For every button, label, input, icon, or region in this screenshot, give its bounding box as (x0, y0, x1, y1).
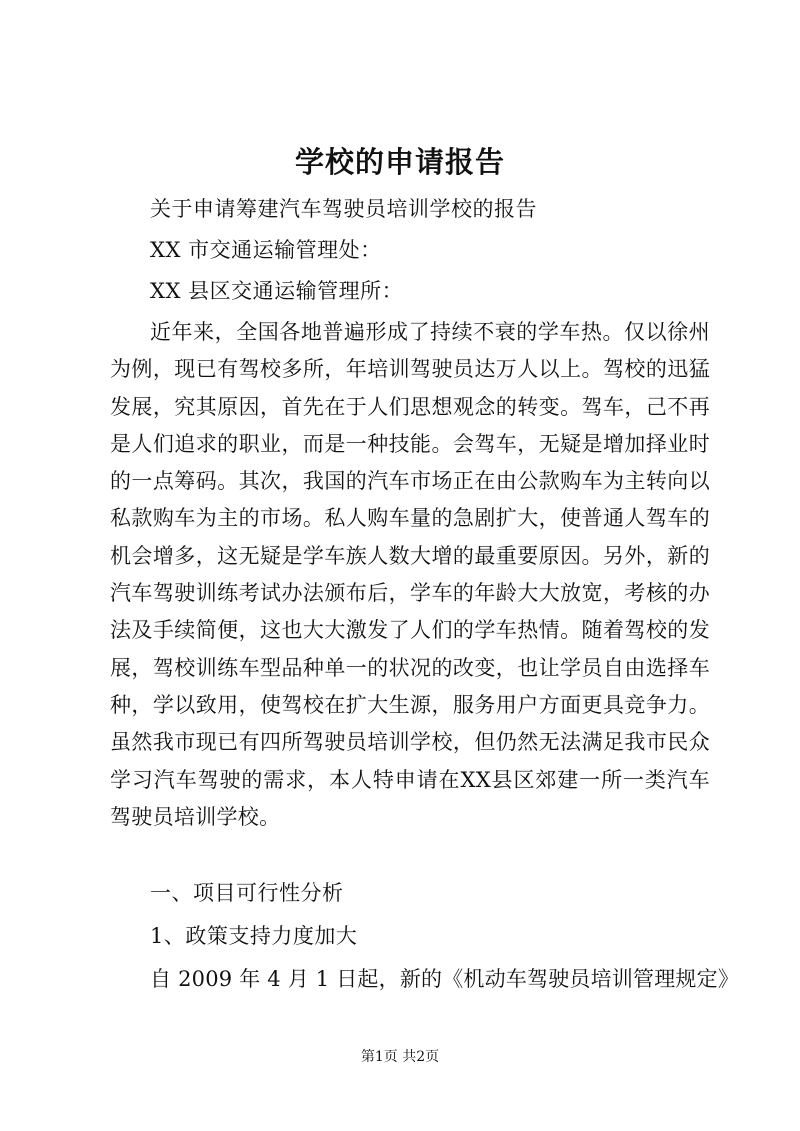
body-paragraph-2: 自 2009 年 4 月 1 日起，新的《机动车驾驶员培训管理规定》 (150, 967, 740, 991)
report-subtitle: 关于申请筹建汽车驾驶员培训学校的报告 (150, 197, 537, 221)
recipient-line-2: XX 县区交通运输管理所： (150, 279, 404, 303)
section-heading-1: 一、项目可行性分析 (150, 881, 344, 905)
subsection-heading-1: 1、政策支持力度加大 (150, 924, 358, 948)
body-paragraph-1: 近年来，全国各地普遍形成了持续不衰的学车热。仅以徐州为例，现已有驾校多所，年培训驾驶员达万人以上。驾校的迅猛发展，究其原因，首先在于人们思想观念的转变。驾车，己不再是人们追求的职业，而是一种技能。会驾车，无疑是增加择业时的一点筹码。其次，我国的汽车市场正在由公款购车为主转向以私款购车为主的市场。私人购车量的急剧扩大，使普通人驾车的机会增多，这无疑是学车族人数大增的最重要原因。另外，新的汽车驾驶训练考试办法颁布后，学车的年龄大大放宽，考核的办法及手续简便，这也大大激发了人们的学车热情。随着驾校的发展，驾校训练车型品种单一的状况的改变，也让学员自由选择车种，学以致用，使驾校在扩大生源，服务用户方面更具竞争力。虽然我市现已有四所驾驶员培训学校，但仍然无法满足我市民众学习汽车驾驶的需求，本人特申请在XX县区郊建一所一类汽车驾驶员培训学校。 (110, 320, 710, 829)
page-footer: 第1页 共2页 (360, 1049, 440, 1065)
recipient-line-1: XX 市交通运输管理处： (150, 238, 382, 262)
document-title: 学校的申请报告 (294, 145, 505, 179)
